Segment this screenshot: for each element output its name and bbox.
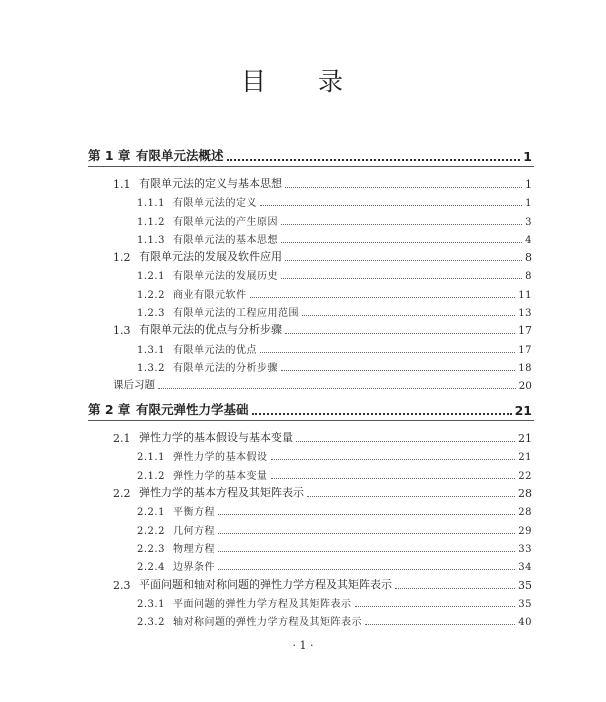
toc-entry-number: 2.1 (113, 432, 131, 445)
toc-chapter-entry[interactable] (88, 400, 532, 418)
dot-leader (285, 248, 522, 261)
dot-leader (307, 484, 515, 497)
dot-leader (296, 429, 515, 442)
toc-entry-page: 28 (518, 487, 532, 500)
toc-entry-page: 34 (518, 562, 532, 573)
dot-leader (281, 266, 522, 279)
toc-entry-number: 1.3.1 (137, 345, 165, 356)
toc-entry-title: 弹性力学的基本方程及其矩阵表示 (139, 486, 304, 499)
toc-entry-title: 有限单元法的基本思想 (173, 235, 278, 246)
dot-leader (281, 212, 522, 225)
toc-subsection-entry[interactable] (137, 610, 532, 628)
dot-leader (285, 321, 515, 334)
toc-entry-number: 1.3 (113, 324, 131, 337)
toc-subsection-entry[interactable] (137, 210, 532, 228)
toc-entry-number: 1.1.2 (137, 217, 165, 228)
toc-entry-page: 4 (525, 235, 532, 246)
toc-entry-title: 有限单元法的优点 (173, 345, 257, 356)
chapter-divider (88, 166, 534, 167)
toc-entry-title: 有限单元法概述 (136, 148, 224, 163)
toc-section-entry[interactable] (113, 574, 532, 592)
toc-entry-page: 35 (518, 579, 532, 592)
toc-entry-title: 弹性力学的基本假设 (173, 452, 268, 463)
dot-leader (250, 285, 516, 298)
toc-entry-title: 平面问题的弹性力学方程及其矩阵表示 (173, 599, 352, 610)
toc-entry-number: 2.2 (113, 487, 131, 500)
toc-entry-page: 35 (518, 599, 532, 610)
toc-entry-title: 有限单元法的工程应用范围 (173, 308, 299, 319)
toc-entry-title: 有限单元法的分析步骤 (173, 363, 278, 374)
toc-entry-number: 第 2 章 (88, 402, 131, 417)
toc-entry-number: 1.1.1 (137, 198, 165, 209)
toc-entry-title: 商业有限元软件 (173, 290, 247, 301)
toc-entry-number: 1.1 (113, 178, 131, 191)
dot-leader (218, 539, 515, 552)
toc-entry-page: 3 (525, 217, 532, 228)
toc-entry-page: 20 (518, 380, 532, 392)
toc-entry-title: 轴对称问题的弹性力学方程及其矩阵表示 (173, 617, 362, 628)
toc-entry-page: 17 (518, 324, 532, 337)
toc-entry-number: 1.2.2 (137, 290, 165, 301)
toc-section-entry[interactable] (113, 427, 532, 445)
toc-entry-title: 物理方程 (173, 544, 215, 555)
toc-entry-title: 课后习题 (113, 379, 155, 391)
page-title: 目 录 (241, 67, 365, 96)
toc-entry-number: 2.3.2 (137, 617, 165, 628)
dot-leader (285, 175, 522, 188)
toc-chapter-entry[interactable] (88, 146, 532, 164)
toc-entry-title: 边界条件 (173, 562, 215, 573)
toc-entry-number: 2.2.1 (137, 507, 165, 518)
dot-leader (281, 230, 522, 243)
toc-entry-number: 2.3.1 (137, 599, 165, 610)
toc-subsection-entry[interactable] (137, 500, 532, 518)
toc-entry-page: 1 (523, 149, 532, 164)
dot-leader (395, 576, 515, 589)
toc-entry-page: 17 (518, 345, 532, 356)
page-number-footer: · 1 · (292, 639, 314, 652)
dot-leader (355, 594, 516, 607)
dot-leader (281, 358, 515, 371)
dot-leader (252, 401, 512, 415)
toc-entry-title: 有限单元法的发展及软件应用 (139, 250, 282, 263)
toc-entry-title: 有限单元法的优点与分析步骤 (139, 323, 282, 336)
toc-entry-title: 有限单元法的定义 (173, 198, 257, 209)
toc-exercise-entry[interactable] (113, 374, 532, 392)
toc-section-entry[interactable] (113, 246, 532, 264)
toc-entry-page: 8 (525, 251, 532, 264)
toc-entry-page: 13 (518, 308, 532, 319)
toc-entry-page: 18 (518, 363, 532, 374)
toc-entry-page: 1 (525, 198, 532, 209)
toc-subsection-entry[interactable] (137, 537, 532, 555)
dot-leader (365, 612, 515, 625)
toc-entry-page: 33 (518, 544, 532, 555)
toc-subsection-entry[interactable] (137, 283, 532, 301)
toc-entry-number: 2.2.4 (137, 562, 165, 573)
toc-entry-title: 几何方程 (173, 526, 215, 537)
toc-entry-page: 11 (518, 290, 532, 301)
dot-leader (158, 376, 516, 389)
toc-entry-title: 有限单元法的产生原因 (173, 217, 278, 228)
toc-entry-page: 8 (525, 271, 532, 282)
toc-entry-number: 1.1.3 (137, 235, 165, 246)
toc-entry-number: 1.2.1 (137, 271, 165, 282)
dot-leader (218, 557, 515, 570)
dot-leader (302, 303, 515, 316)
toc-entry-number: 2.1.1 (137, 452, 165, 463)
toc-subsection-entry[interactable] (137, 228, 532, 246)
dot-leader (218, 521, 515, 534)
toc-entry-title: 平面问题和轴对称问题的弹性力学方程及其矩阵表示 (139, 578, 392, 591)
dot-leader (260, 193, 522, 206)
toc-entry-page: 21 (514, 403, 532, 418)
toc-subsection-entry[interactable] (137, 356, 532, 374)
dot-leader (271, 466, 516, 479)
toc-entry-number: 2.3 (113, 579, 131, 592)
toc-entry-number: 1.2 (113, 251, 131, 264)
toc-entry-page: 28 (518, 507, 532, 518)
dot-leader (271, 447, 516, 460)
toc-entry-page: 40 (518, 617, 532, 628)
toc-section-entry[interactable] (113, 173, 532, 191)
toc-subsection-entry[interactable] (137, 301, 532, 319)
toc-subsection-entry[interactable] (137, 445, 532, 463)
dot-leader (218, 502, 515, 515)
toc-section-entry[interactable] (113, 482, 532, 500)
toc-subsection-entry[interactable] (137, 519, 532, 537)
toc-entry-number: 2.2.3 (137, 544, 165, 555)
toc-entry-number: 1.2.3 (137, 308, 165, 319)
toc-subsection-entry[interactable] (137, 264, 532, 282)
toc-section-entry[interactable] (113, 319, 532, 337)
dot-leader (227, 147, 521, 161)
toc-entry-page: 21 (518, 452, 532, 463)
toc-subsection-entry[interactable] (137, 592, 532, 610)
toc-entry-page: 1 (525, 178, 532, 191)
toc-entry-page: 21 (518, 432, 532, 445)
toc-entry-number: 第 1 章 (88, 148, 131, 163)
toc-entry-title: 有限单元法的发展历史 (173, 271, 278, 282)
toc-entry-title: 平衡方程 (173, 507, 215, 518)
toc-entry-title: 弹性力学的基本假设与基本变量 (139, 431, 293, 444)
toc-entry-page: 29 (518, 526, 532, 537)
toc-subsection-entry[interactable] (137, 191, 532, 209)
dot-leader (260, 340, 515, 353)
toc-entry-title: 有限元弹性力学基础 (136, 402, 249, 417)
chapter-divider (88, 420, 534, 421)
toc-entry-number: 2.1.2 (137, 471, 165, 482)
toc-entry-number: 2.2.2 (137, 526, 165, 537)
toc-subsection-entry[interactable] (137, 555, 532, 573)
toc-entry-title: 弹性力学的基本变量 (173, 471, 268, 482)
toc-subsection-entry[interactable] (137, 338, 532, 356)
toc-subsection-entry[interactable] (137, 464, 532, 482)
toc-entry-number: 1.3.2 (137, 363, 165, 374)
toc-entry-title: 有限单元法的定义与基本思想 (139, 177, 282, 190)
toc-entry-page: 22 (518, 471, 532, 482)
